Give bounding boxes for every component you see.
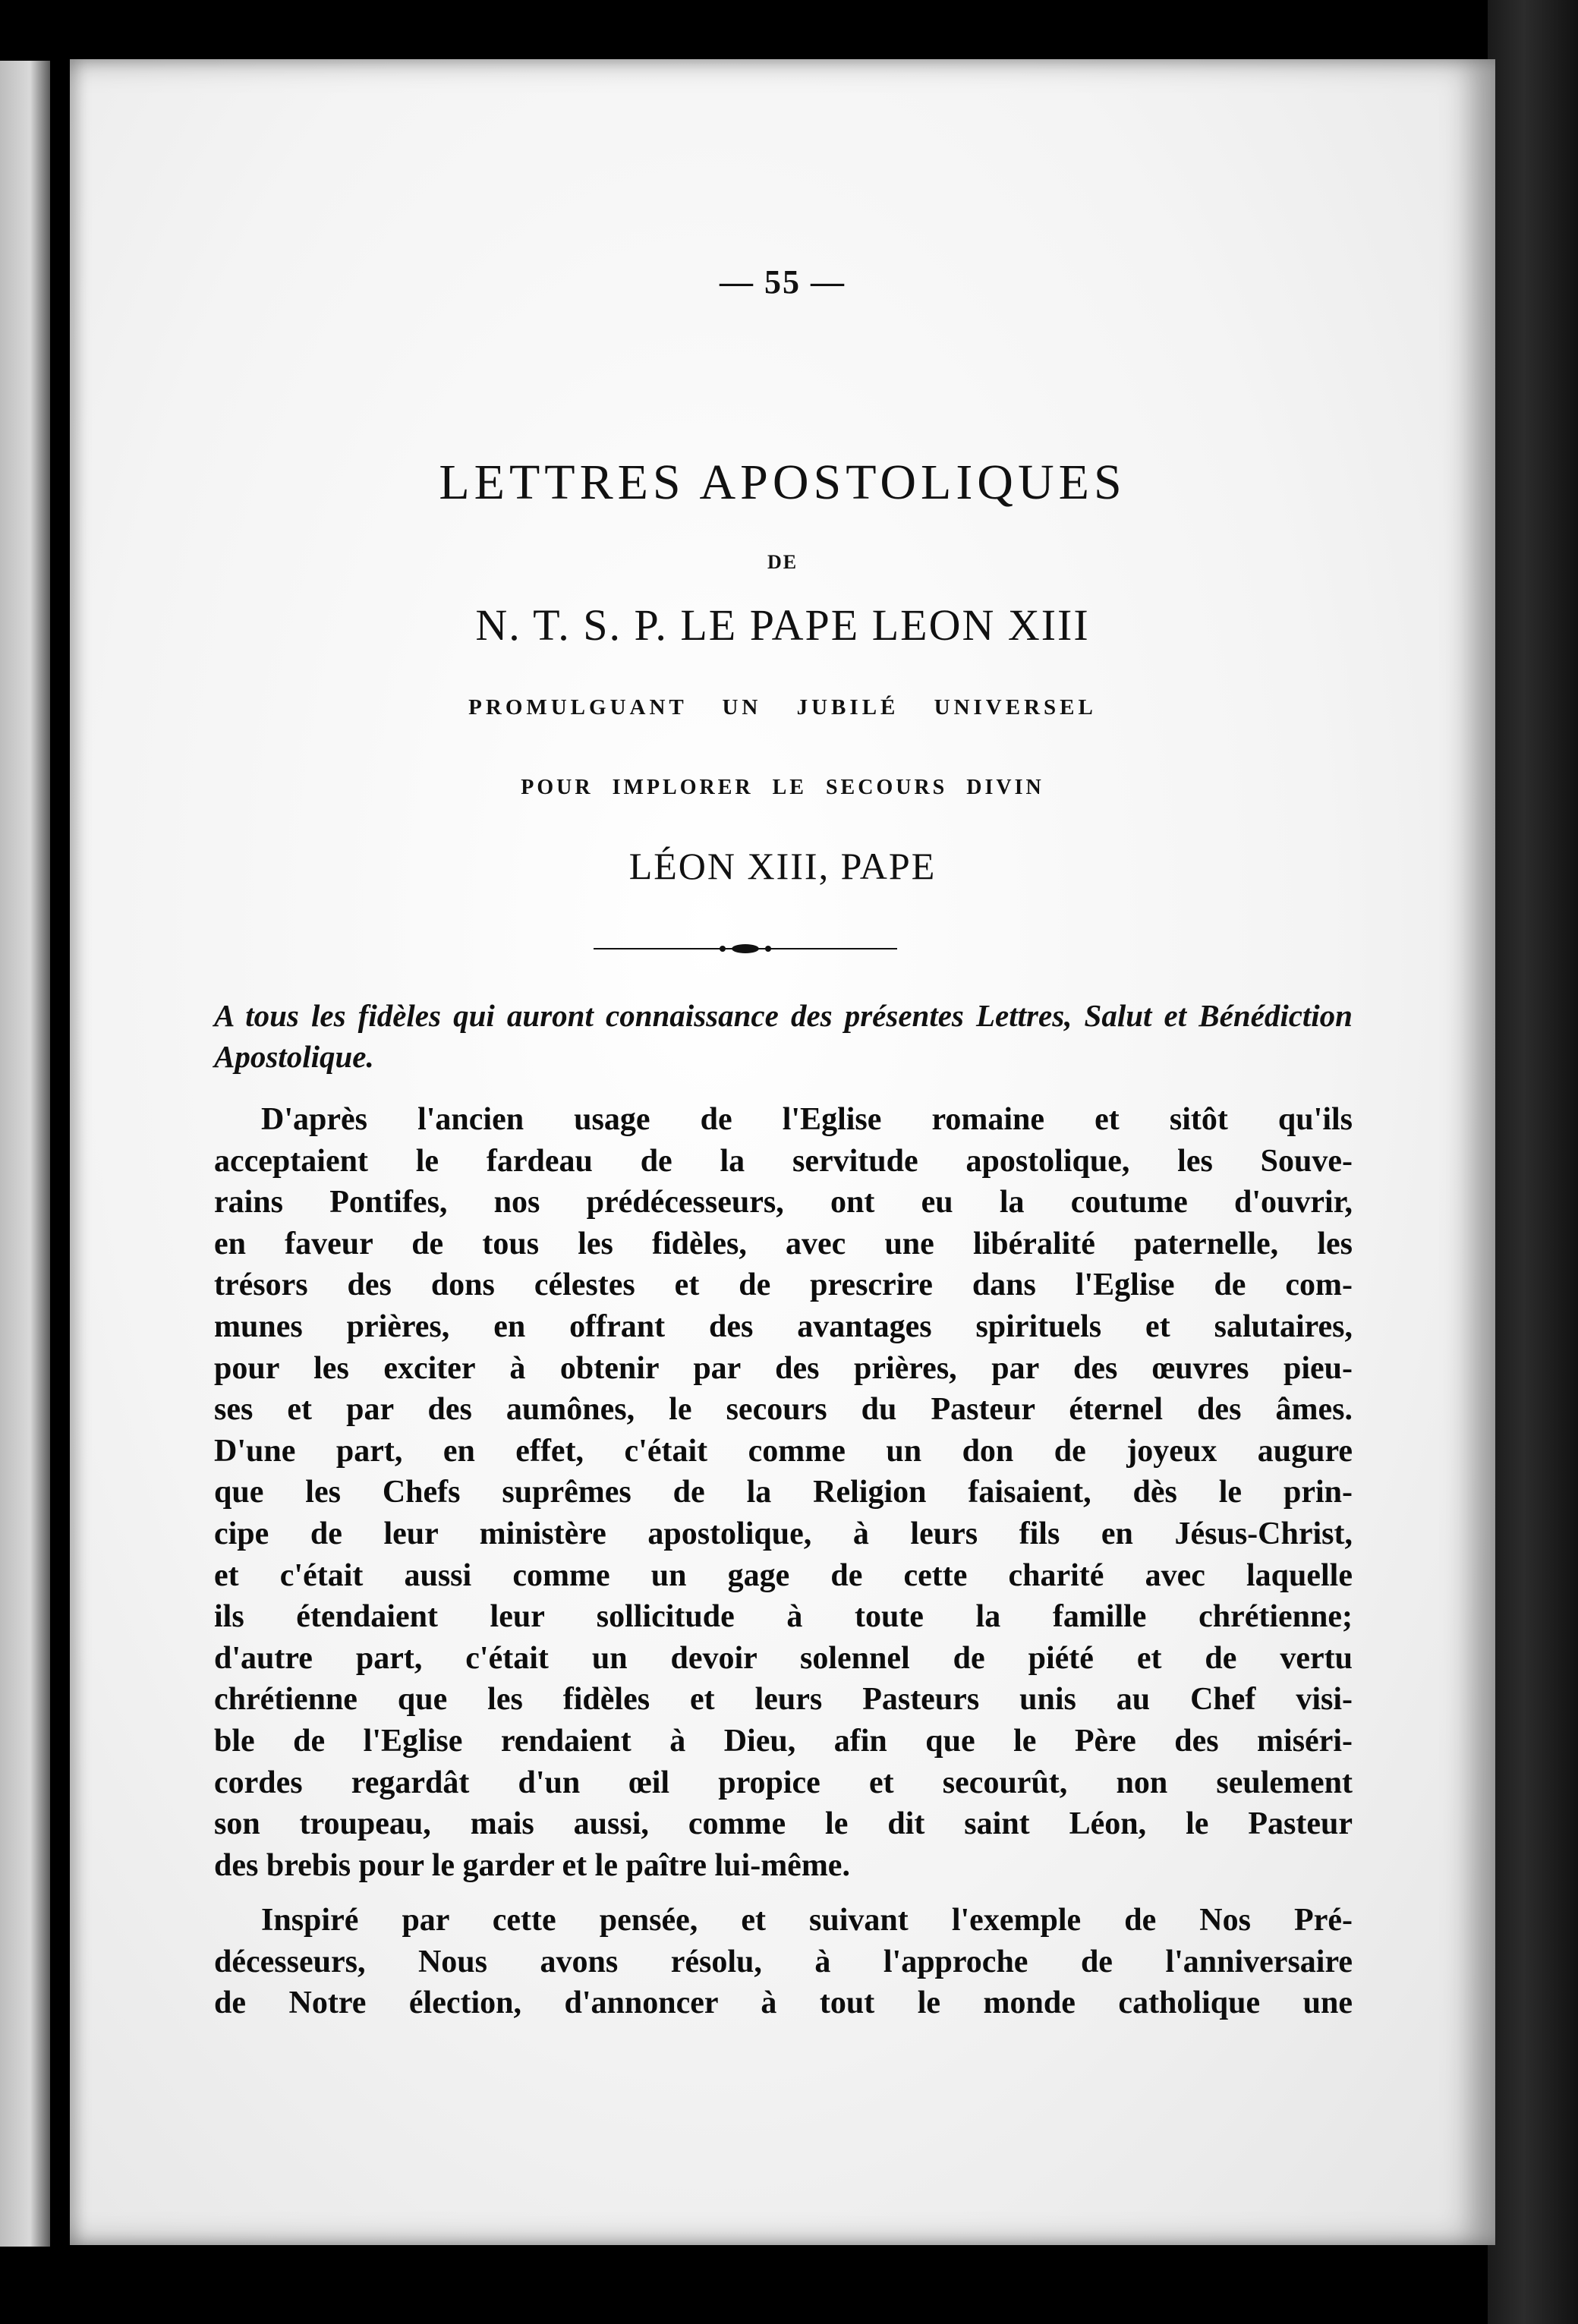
section-heading: LÉON XIII, PAPE [628, 845, 937, 887]
page-title: LETTRES APOSTOLIQUES [439, 455, 1126, 510]
paragraph-line: des brebis pour le garder et le paître lui-même. [214, 1847, 850, 1883]
title-pope-name: N. T. S. P. LE PAPE LEON XIII [475, 600, 1090, 650]
subtitle-line-2: POUR IMPLORER LE SECOURS DIVIN [521, 776, 1044, 799]
previous-page-edge [0, 61, 50, 2247]
paragraph-line: d'autre part, c'était un devoir solennel de piété et de vertu [214, 1640, 1353, 1676]
paragraph-line: munes prières, en offrant des avantages spirituels et salutaires, [214, 1308, 1353, 1344]
paragraph-line: et c'était aussi comme un gage de cette charité avec laquelle [214, 1557, 1353, 1593]
salutation: A tous les fidèles qui auront connaissance des présentes Lettres, Salut et Bénédiction Apostolique. [214, 998, 1353, 1074]
ornament-divider [594, 941, 897, 956]
paragraph-line: trésors des dons célestes et de prescrire dans l'Eglise de com- [214, 1267, 1353, 1303]
page-paper [70, 59, 1495, 2245]
paragraph-line: décesseurs, Nous avons résolu, à l'approche de l'anniversaire [214, 1944, 1353, 1979]
paragraph-line: ils étendaient leur sollicitude à toute la famille chrétienne; [214, 1599, 1353, 1635]
paragraph-line: D'une part, en effet, c'était comme un don de joyeux augure [214, 1433, 1353, 1469]
paragraph-line: acceptaient le fardeau de la servitude apostolique, les Souve- [214, 1143, 1353, 1179]
subtitle-line-1: PROMULGUANT UN JUBILÉ UNIVERSEL [468, 695, 1097, 720]
paragraph-line: D'après l'ancien usage de l'Eglise romaine et sitôt qu'ils [261, 1102, 1353, 1137]
paragraph-line: de Notre élection, d'annoncer à tout le monde catholique une [214, 1985, 1353, 2021]
paragraph-line: ses et par des aumônes, le secours du Pasteur éternel des âmes. [214, 1392, 1353, 1428]
paragraph-line: pour les exciter à obtenir par des prières, par des œuvres pieu- [214, 1350, 1353, 1386]
title-connector: DE [767, 551, 798, 573]
paragraph-line: chrétienne que les fidèles et leurs Pasteurs unis au Chef visi- [214, 1682, 1353, 1718]
body-paragraph-1 [214, 1099, 1353, 1886]
paragraph-line: cordes regardât d'un œil propice et secourût, non seulement [214, 1765, 1353, 1800]
paragraph-line: son troupeau, mais aussi, comme le dit saint Léon, le Pasteur [214, 1806, 1353, 1842]
paragraph-line: cipe de leur ministère apostolique, à leurs fils en Jésus-Christ, [214, 1516, 1353, 1551]
book-edge [1488, 0, 1578, 2324]
body-paragraph-2 [214, 1900, 1353, 2024]
paragraph-line: ble de l'Eglise rendaient à Dieu, afin que le Père des miséri- [214, 1723, 1353, 1759]
paragraph-line: en faveur de tous les fidèles, avec une libéralité paternelle, les [214, 1226, 1353, 1261]
paragraph-line: Inspiré par cette pensée, et suivant l'exemple de Nos Pré- [261, 1903, 1353, 1938]
page-number: — 55 — [720, 263, 846, 301]
paragraph-line: que les Chefs suprêmes de la Religion faisaient, dès le prin- [214, 1475, 1353, 1510]
paragraph-line: rains Pontifes, nos prédécesseurs, ont eu la coutume d'ouvrir, [214, 1185, 1353, 1220]
